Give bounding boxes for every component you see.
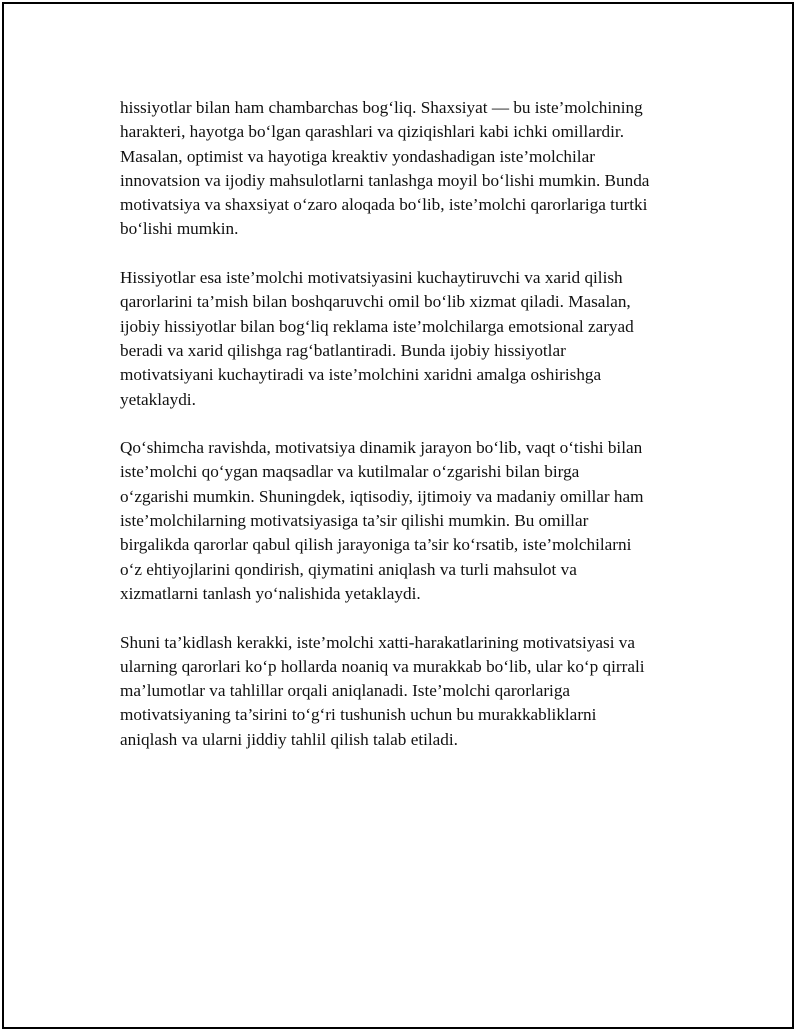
text-line: ularning qarorlari ko‘p hollarda noaniq va murakkab bo‘lib, ular ko‘p qirrali	[120, 656, 645, 676]
text-line: Hissiyotlar esa iste’molchi motivatsiyasini kuchaytiruvchi va xarid qilish	[120, 268, 623, 288]
text-line: Qo‘shimcha ravishda, motivatsiya dinamik jarayon bo‘lib, vaqt o‘tishi bilan	[120, 438, 643, 458]
text-line: iste’molchilarning motivatsiyasiga ta’sir qilishi mumkin. Bu omillar	[120, 511, 589, 531]
text-line: o‘zgarishi mumkin. Shuningdek, iqtisodiy, ijtimoiy va madaniy omillar ham	[120, 486, 644, 506]
text-line: iste’molchi qo‘ygan maqsadlar va kutilmalar o‘zgarishi bilan birga	[120, 462, 580, 482]
paragraph-4	[120, 631, 700, 752]
text-line: xizmatlarni tanlash yo‘nalishida yetaklaydi.	[120, 583, 421, 603]
paragraph-3	[120, 436, 700, 606]
text-line: ijobiy hissiyotlar bilan bog‘liq reklama iste’molchilarga emotsional zaryad	[120, 316, 634, 336]
text-line: qarorlarini ta’mish bilan boshqaruvchi omil bo‘lib xizmat qiladi. Masalan,	[120, 292, 631, 312]
paragraph-2	[120, 266, 700, 412]
text-line: Shuni ta’kidlash kerakki, iste’molchi xatti-harakatlarining motivatsiyasi va	[120, 632, 636, 652]
document-page	[2, 2, 794, 1029]
text-line: aniqlash va ularni jiddiy tahlil qilish talab etiladi.	[120, 729, 458, 749]
text-line: bo‘lishi mumkin.	[120, 219, 239, 239]
text-line: yetaklaydi.	[120, 389, 196, 409]
text-line: ma’lumotlar va tahlillar orqali aniqlanadi. Iste’molchi qarorlariga	[120, 681, 571, 701]
text-line: innovatsion va ijodiy mahsulotlarni tanlashga moyil bo‘lishi mumkin. Bunda	[120, 170, 650, 190]
text-line: motivatsiya va shaxsiyat o‘zaro aloqada bo‘lib, iste’molchi qarorlariga turtki	[120, 195, 648, 215]
text-line: o‘z ehtiyojlarini qondirish, qiymatini aniqlash va turli mahsulot va	[120, 559, 577, 579]
paragraph-1	[120, 96, 700, 242]
text-line: harakteri, hayotga bo‘lgan qarashlari va qiziqishlari kabi ichki omillardir.	[120, 122, 625, 142]
text-line: motivatsiyaning ta’sirini to‘g‘ri tushunish uchun bu murakkabliklarni	[120, 705, 597, 725]
text-line: Masalan, optimist va hayotiga kreaktiv yondashadigan iste’molchilar	[120, 146, 595, 166]
text-line: birgalikda qarorlar qabul qilish jarayoniga ta’sir ko‘rsatib, iste’molchilarni	[120, 535, 632, 555]
text-line: hissiyotlar bilan ham chambarchas bog‘liq. Shaxsiyat — bu iste’molchining	[120, 98, 643, 117]
text-line: motivatsiyani kuchaytiradi va iste’molchini xaridni amalga oshirishga	[120, 365, 602, 385]
text-line: beradi va xarid qilishga rag‘batlantiradi. Bunda ijobiy hissiyotlar	[120, 340, 566, 360]
document-body	[120, 96, 700, 776]
